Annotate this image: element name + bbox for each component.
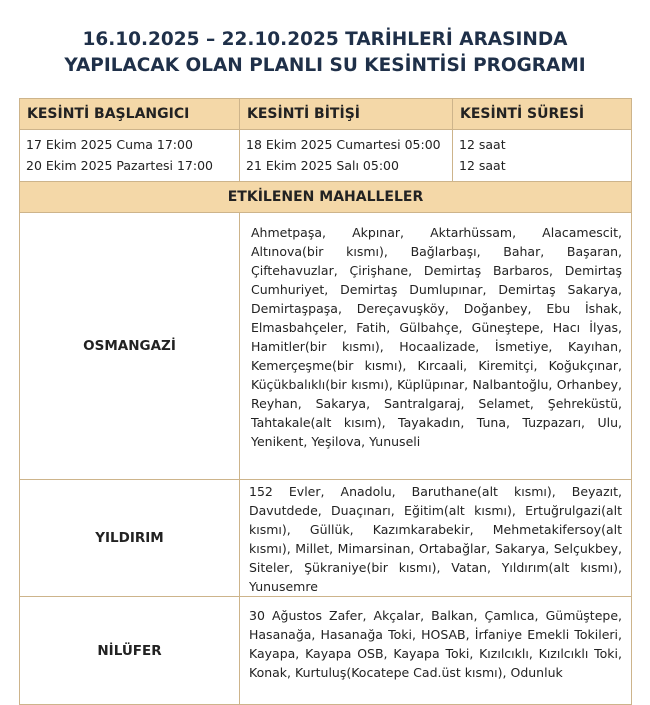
district-row xyxy=(20,597,632,705)
district-name: OSMANGAZİ xyxy=(20,213,240,480)
district-name: NİLÜFER xyxy=(20,597,240,705)
start-time: 20 Ekim 2025 Pazartesi 17:00 xyxy=(26,158,213,173)
start-time: 17 Ekim 2025 Cuma 17:00 xyxy=(26,137,193,152)
durations-cell xyxy=(453,130,632,182)
schedule-row xyxy=(20,130,632,182)
table-header-row xyxy=(20,99,632,130)
page-title xyxy=(0,27,650,79)
title-line-2: YAPILACAK OLAN PLANLI SU KESİNTİSİ PROGRAMI xyxy=(64,55,586,76)
title-line-1: 16.10.2025 – 22.10.2025 TARİHLERİ ARASINDA xyxy=(82,29,568,50)
end-time: 18 Ekim 2025 Cumartesi 05:00 xyxy=(246,137,441,152)
header-end: KESİNTİ BİTİŞİ xyxy=(240,99,453,130)
neighborhood-list: 30 Ağustos Zafer, Akçalar, Balkan, Çamlıca, Gümüştepe, Hasanağa, Hasanağa Toki, HOSAB, İrfaniye Emekli Tokileri, Kayapa, Kayapa OSB, Kayapa Toki, Kızılcıklı, Kızılcıklı Toki, Konak, Kurtuluş(Kocatepe Cad.üst kısmı), Odunluk xyxy=(240,597,632,705)
header-start: KESİNTİ BAŞLANGICI xyxy=(20,99,240,130)
district-row xyxy=(20,213,632,480)
start-times-cell xyxy=(20,130,240,182)
header-duration: KESİNTİ SÜRESİ xyxy=(453,99,632,130)
neighborhood-list: Ahmetpaşa, Akpınar, Aktarhüssam, Alacamescit, Altınova(bir kısmı), Bağlarbaşı, Bahar, Başaran, Çiftehavuzlar, Çirişhane, Demirtaş Barbaros, Demirtaş Cumhuriyet, Demirtaş Dumlupınar, Demirtaş Sakarya, Demirtaşpaşa, Dereçavuşköy, Doğanbey, Ebu İshak, Elmasbahçeler, Fatih, Gülbahçe, Güneştepe, Hacı İlyas, Hamitler(bir kısmı), Hocaalizade, İsmetiye, Kayıhan, Kemerçeşme(bir kısmı), Kırcaali, Kiremitçi, Koğukçınar, Küçükbalıklı(bir kısmı), Küplüpınar, Nalbantoğlu, Orhanbey, Reyhan, Sakarya, Santralgaraj, Selamet, Şehreküstü, Tahtakale(alt kısım), Tayakadın, Tuna, Tuzpazarı, Ulu, Yenikent, Yeşilova, Yunuseli xyxy=(240,213,632,480)
end-times-cell xyxy=(240,130,453,182)
neighborhood-list: 152 Evler, Anadolu, Baruthane(alt kısmı), Beyazıt, Davutdede, Duaçınarı, Eğitim(alt kısmı), Ertuğrulgazi(alt kısmı), Güllük, Kazımkarabekir, Mehmetakifersoy(alt kısmı), Millet, Mimarsinan, Ortabağlar, Sakarya, Selçukbey, Siteler, Şükraniye(bir kısmı), Vatan, Yıldırım(alt kısmı), Yunusemre xyxy=(240,480,632,597)
district-row xyxy=(20,480,632,597)
district-name: YILDIRIM xyxy=(20,480,240,597)
affected-neighborhoods-header: ETKİLENEN MAHALLELER xyxy=(20,182,632,213)
duration: 12 saat xyxy=(459,137,506,152)
end-time: 21 Ekim 2025 Salı 05:00 xyxy=(246,158,399,173)
affected-header-row xyxy=(20,182,632,213)
outage-schedule-table xyxy=(19,98,632,705)
duration: 12 saat xyxy=(459,158,506,173)
